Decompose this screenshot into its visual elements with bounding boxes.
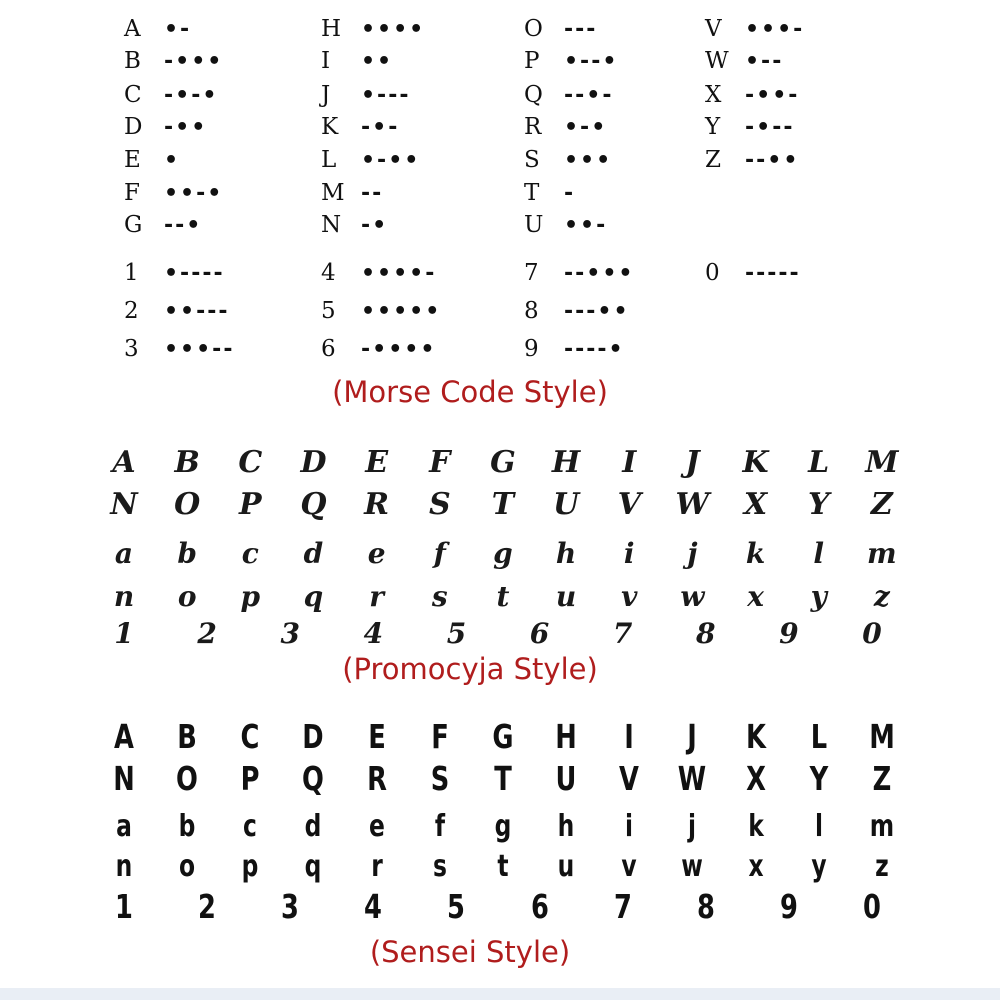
promocyja-glyph: 0: [862, 617, 882, 650]
morse-character: L: [321, 147, 337, 173]
promocyja-glyph: 4: [363, 617, 384, 650]
morse-character: 0: [705, 260, 720, 286]
morse-code-pattern: •••-: [745, 16, 805, 42]
sensei-glyph: N: [113, 759, 135, 798]
sensei-glyph: X: [745, 759, 766, 798]
morse-entry: [524, 334, 625, 364]
promocyja-glyph: g: [493, 537, 513, 570]
sensei-glyph: C: [240, 717, 260, 756]
morse-character: 2: [124, 298, 139, 324]
sensei-glyph: z: [875, 849, 889, 884]
morse-entry: [124, 145, 180, 175]
morse-entry: [321, 296, 441, 326]
promocyja-glyph: h: [555, 537, 577, 570]
morse-entry: [524, 14, 597, 44]
promocyja-glyph: b: [177, 537, 197, 570]
sensei-glyph: T: [494, 759, 512, 798]
morse-code-pattern: ••-: [564, 212, 608, 238]
sensei-glyph: r: [370, 849, 383, 884]
sensei-glyph: D: [302, 717, 325, 756]
morse-character: B: [124, 48, 141, 74]
promocyja-glyph: y: [810, 580, 827, 613]
morse-character: O: [524, 16, 543, 42]
promocyja-glyph: Z: [870, 487, 893, 522]
morse-entry: [524, 112, 607, 142]
morse-character: 4: [321, 260, 336, 286]
morse-character: C: [124, 82, 142, 108]
morse-character: A: [124, 16, 141, 42]
sensei-glyph: 1: [115, 887, 133, 926]
sensei-glyph: S: [430, 759, 450, 798]
sensei-row: [98, 759, 908, 798]
promocyja-glyph: S: [428, 487, 451, 522]
morse-character: 3: [124, 336, 139, 362]
promocyja-glyph: l: [813, 537, 825, 570]
sensei-row: [98, 717, 908, 756]
morse-character: 1: [124, 260, 139, 286]
sensei-glyph: u: [557, 849, 575, 884]
morse-entry: [321, 14, 425, 44]
morse-entry: [705, 80, 799, 110]
morse-entry: [705, 145, 799, 175]
morse-code-pattern: •--•: [564, 48, 619, 74]
morse-entry: [321, 210, 388, 240]
sensei-glyph: V: [619, 759, 640, 798]
morse-character: S: [524, 147, 540, 173]
sensei-glyph: l: [814, 809, 823, 844]
morse-code-pattern: ----•: [564, 336, 625, 362]
sensei-row: [98, 809, 908, 844]
sensei-glyph: F: [430, 717, 449, 756]
morse-code-pattern: -•••: [164, 48, 224, 74]
morse-character: 5: [321, 298, 336, 324]
sensei-glyph: M: [869, 717, 895, 756]
promocyja-glyph: p: [240, 580, 261, 613]
promocyja-glyph: C: [238, 445, 263, 480]
sensei-glyph: K: [745, 717, 766, 756]
promocyja-glyph: 7: [612, 617, 633, 650]
morse-code-pattern: •--: [745, 48, 784, 74]
morse-entry: [321, 178, 383, 208]
promocyja-row: [98, 580, 908, 613]
morse-entry: [124, 178, 223, 208]
morse-character: T: [524, 180, 540, 206]
sensei-glyph: L: [810, 717, 827, 756]
sensei-glyph: E: [367, 717, 386, 756]
sensei-glyph: Q: [302, 759, 325, 798]
sensei-glyph: n: [115, 849, 133, 884]
promocyja-glyph: G: [490, 445, 516, 480]
morse-code-pattern: ••••: [361, 16, 426, 42]
promocyja-glyph: N: [110, 487, 138, 522]
sensei-glyph: w: [681, 849, 704, 884]
promocyja-glyph: 1: [114, 617, 134, 650]
morse-entry: [124, 112, 207, 142]
promocyja-glyph: d: [303, 537, 324, 570]
sensei-glyph: c: [243, 809, 258, 844]
sensei-glyph: R: [366, 759, 387, 798]
morse-entry: [524, 178, 575, 208]
promocyja-glyph: r: [369, 580, 384, 613]
morse-code-pattern: --••: [745, 147, 800, 173]
promocyja-glyph: K: [742, 445, 769, 480]
morse-code-pattern: -----: [745, 260, 801, 286]
promocyja-glyph: V: [617, 487, 641, 522]
promocyja-glyph: 6: [529, 617, 550, 650]
promocyja-glyph: Q: [300, 487, 327, 522]
morse-caption: (Morse Code Style): [332, 375, 608, 409]
morse-entry: [124, 258, 225, 288]
sensei-glyph: a: [116, 809, 132, 844]
sensei-glyph: q: [305, 849, 322, 884]
sensei-glyph: e: [368, 809, 385, 844]
morse-code-pattern: •---: [361, 82, 411, 108]
promocyja-glyph: e: [367, 537, 386, 570]
sensei-glyph: 8: [696, 887, 715, 926]
promocyja-glyph: R: [364, 487, 390, 522]
sensei-glyph: 9: [779, 887, 798, 926]
promocyja-glyph: U: [553, 487, 580, 522]
morse-code-pattern: •••--: [164, 336, 235, 362]
sensei-glyph: H: [555, 717, 577, 756]
morse-entry: [524, 258, 634, 288]
morse-entry: [321, 46, 393, 76]
morse-entry: [124, 210, 202, 240]
morse-entry: [124, 296, 230, 326]
morse-code-pattern: -•-: [361, 114, 400, 140]
promocyja-glyph: 2: [197, 617, 217, 650]
promocyja-glyph: w: [680, 580, 705, 613]
morse-character: Q: [524, 82, 543, 108]
promocyja-glyph: s: [431, 580, 448, 613]
promocyja-glyph: n: [113, 580, 135, 613]
morse-character: 9: [524, 336, 539, 362]
sensei-glyph: v: [621, 849, 637, 884]
sensei-glyph: O: [176, 759, 199, 798]
morse-entry: [124, 46, 223, 76]
morse-character: G: [124, 212, 143, 238]
sensei-glyph: B: [177, 717, 197, 756]
morse-code-pattern: •-: [164, 16, 192, 42]
morse-code-pattern: --•-: [564, 82, 614, 108]
morse-entry: [705, 46, 783, 76]
morse-code-pattern: -••••: [361, 336, 437, 362]
promocyja-glyph: T: [491, 487, 515, 522]
morse-entry: [321, 258, 436, 288]
morse-character: V: [705, 16, 722, 42]
promocyja-row: [98, 617, 898, 650]
promocyja-glyph: a: [114, 537, 134, 570]
morse-code-pattern: -•: [361, 212, 389, 238]
morse-code-pattern: •----: [164, 260, 225, 286]
sensei-glyph: J: [687, 717, 698, 756]
morse-entry: [321, 112, 399, 142]
morse-character: N: [321, 212, 342, 238]
morse-character: 6: [321, 336, 336, 362]
morse-character: Y: [705, 114, 721, 140]
sensei-glyph: j: [688, 809, 697, 844]
morse-code-pattern: •-•: [564, 114, 608, 140]
sensei-glyph: o: [179, 849, 196, 884]
promocyja-glyph: 8: [696, 617, 716, 650]
promocyja-row: [98, 445, 908, 480]
sensei-glyph: 6: [530, 887, 549, 926]
sensei-glyph: U: [555, 759, 577, 798]
morse-entry: [705, 258, 801, 288]
promocyja-glyph: J: [685, 445, 700, 480]
morse-entry: [321, 334, 436, 364]
morse-character: F: [124, 180, 140, 206]
promocyja-glyph: O: [174, 487, 201, 522]
sensei-glyph: Z: [872, 759, 892, 798]
morse-code-pattern: •••: [564, 147, 613, 173]
sensei-caption: (Sensei Style): [369, 935, 571, 969]
morse-code-pattern: -•--: [745, 114, 795, 140]
promocyja-glyph: k: [745, 537, 766, 570]
promocyja-glyph: 9: [779, 617, 799, 650]
promocyja-glyph: i: [623, 537, 635, 570]
promocyja-glyph: u: [555, 580, 577, 613]
sensei-glyph: s: [432, 849, 447, 884]
morse-code-pattern: ---••: [564, 298, 630, 324]
morse-code-pattern: ••: [361, 48, 394, 74]
morse-character: K: [321, 114, 339, 140]
sensei-glyph: i: [625, 809, 634, 844]
promocyja-glyph: v: [621, 580, 638, 613]
sensei-glyph: y: [811, 849, 827, 884]
promocyja-glyph: 3: [280, 617, 300, 650]
promocyja-glyph: H: [551, 445, 581, 480]
morse-code-pattern: -••-: [745, 82, 800, 108]
sensei-glyph: f: [434, 809, 445, 844]
morse-character: Z: [705, 147, 721, 173]
morse-character: H: [321, 16, 342, 42]
promocyja-glyph: I: [622, 445, 637, 480]
morse-code-pattern: •••••: [361, 298, 442, 324]
sensei-glyph: G: [492, 717, 514, 756]
promocyja-glyph: z: [873, 580, 890, 613]
morse-code-pattern: --: [361, 180, 384, 206]
sensei-glyph: b: [178, 809, 196, 844]
promocyja-glyph: c: [241, 537, 259, 570]
morse-code-pattern: •-••: [361, 147, 421, 173]
morse-code-pattern: ••-•: [164, 180, 224, 206]
morse-entry: [524, 80, 613, 110]
morse-code-pattern: -: [564, 180, 576, 206]
promocyja-glyph: M: [865, 445, 899, 480]
promocyja-glyph: m: [867, 537, 897, 570]
morse-code-pattern: --•••: [564, 260, 635, 286]
sensei-glyph: g: [494, 809, 512, 844]
promocyja-glyph: o: [177, 580, 197, 613]
promocyja-row: [98, 487, 908, 522]
sensei-glyph: h: [557, 809, 575, 844]
sensei-glyph: p: [241, 849, 259, 884]
morse-entry: [321, 145, 420, 175]
promocyja-glyph: x: [747, 580, 764, 613]
morse-character: R: [524, 114, 542, 140]
morse-code-pattern: --•: [164, 212, 203, 238]
morse-entry: [705, 112, 794, 142]
sensei-glyph: 3: [281, 887, 300, 926]
sensei-glyph: W: [678, 759, 707, 798]
promocyja-glyph: E: [365, 445, 389, 480]
promocyja-glyph: 5: [446, 617, 467, 650]
promocyja-glyph: B: [174, 445, 200, 480]
promocyja-glyph: t: [496, 580, 510, 613]
sensei-glyph: I: [624, 717, 635, 756]
promocyja-glyph: f: [433, 537, 446, 570]
sensei-row: [98, 887, 898, 926]
morse-code-pattern: -••: [164, 114, 208, 140]
morse-code-pattern: ---: [564, 16, 598, 42]
sensei-glyph: P: [240, 759, 260, 798]
morse-character: E: [124, 147, 141, 173]
sensei-glyph: d: [305, 809, 322, 844]
promocyja-glyph: j: [687, 537, 698, 570]
sensei-row: [98, 849, 908, 884]
morse-character: I: [321, 48, 331, 74]
sensei-glyph: t: [497, 849, 509, 884]
morse-character: 7: [524, 260, 539, 286]
promocyja-caption: (Promocyja Style): [342, 652, 598, 686]
morse-character: X: [705, 82, 722, 108]
morse-entry: [124, 334, 234, 364]
bottom-strip: [0, 988, 1000, 1000]
morse-entry: [321, 80, 410, 110]
sensei-glyph: 4: [364, 887, 383, 926]
morse-character: 8: [524, 298, 539, 324]
morse-code-pattern: ••---: [164, 298, 230, 324]
morse-character: P: [524, 48, 540, 74]
morse-entry: [124, 80, 218, 110]
promocyja-glyph: q: [303, 580, 324, 613]
sensei-glyph: 7: [613, 887, 632, 926]
sensei-glyph: x: [748, 849, 764, 884]
sensei-glyph: A: [114, 717, 134, 756]
morse-character: D: [124, 114, 143, 140]
morse-code-pattern: •: [164, 147, 181, 173]
promocyja-glyph: A: [112, 445, 136, 480]
morse-entry: [524, 210, 607, 240]
morse-character: M: [321, 180, 345, 206]
sensei-glyph: k: [747, 809, 764, 844]
promocyja-glyph: X: [743, 487, 768, 522]
sensei-glyph: Y: [809, 759, 829, 798]
promocyja-row: [98, 537, 908, 570]
promocyja-glyph: P: [239, 487, 262, 522]
morse-character: U: [524, 212, 544, 238]
promocyja-glyph: L: [808, 445, 830, 480]
sensei-glyph: 0: [863, 887, 881, 926]
morse-character: J: [321, 82, 331, 108]
morse-entry: [524, 296, 630, 326]
promocyja-glyph: F: [429, 445, 451, 480]
morse-code-pattern: ••••-: [361, 260, 437, 286]
morse-entry: [124, 14, 191, 44]
morse-character: W: [705, 48, 729, 74]
morse-entry: [705, 14, 804, 44]
sensei-glyph: m: [869, 809, 895, 844]
promocyja-glyph: D: [300, 445, 327, 480]
morse-entry: [524, 145, 612, 175]
promocyja-glyph: W: [675, 487, 710, 522]
sensei-glyph: 5: [447, 887, 466, 926]
morse-code-pattern: -•-•: [164, 82, 219, 108]
sensei-glyph: 2: [198, 887, 217, 926]
promocyja-glyph: Y: [808, 487, 830, 522]
morse-entry: [524, 46, 618, 76]
